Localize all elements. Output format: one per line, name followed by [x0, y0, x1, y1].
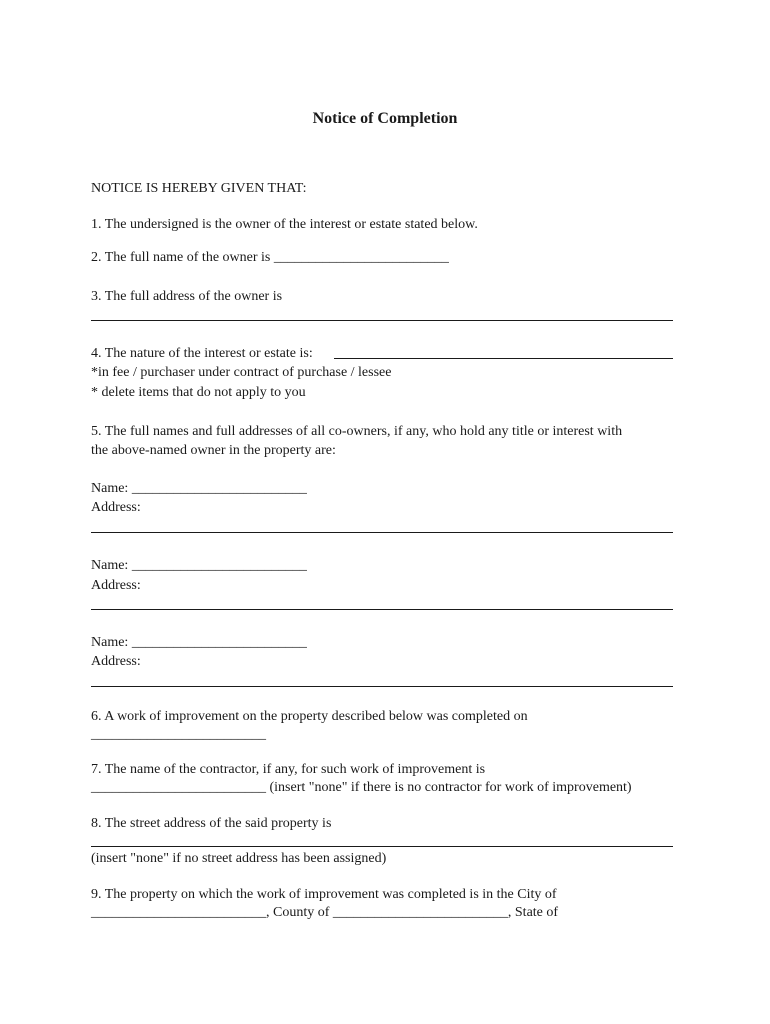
item-2-text: 2. The full name of the owner is _________________________ — [91, 250, 449, 265]
interest-blank-line — [334, 358, 673, 359]
item-9-line-2: _________________________, County of _________________________, State of — [91, 905, 559, 920]
item-4-note-2: * delete items that do not apply to you — [91, 385, 306, 400]
item-5-line-2: the above-named owner in the property are: — [91, 443, 336, 458]
coowner-2-address-line — [91, 609, 673, 610]
item-6-line-1: 6. A work of improvement on the property described below was completed on — [91, 709, 528, 724]
item-7-line-1: 7. The name of the contractor, if any, for such work of improvement is — [91, 762, 486, 777]
coowner-3-address-line — [91, 686, 673, 687]
intro-text: NOTICE IS HEREBY GIVEN THAT: — [91, 181, 307, 196]
item-1-text: 1. The undersigned is the owner of the interest or estate stated below. — [91, 217, 478, 232]
owner-address-blank-line — [91, 320, 673, 321]
item-3-text: 3. The full address of the owner is — [91, 289, 283, 304]
item-8-line-2: (insert "none" if no street address has been assigned) — [91, 851, 387, 866]
item-5-line-1: 5. The full names and full addresses of all co-owners, if any, who hold any title or interest with — [91, 424, 623, 439]
item-4-text: 4. The nature of the interest or estate is: — [91, 346, 313, 361]
coowner-2-name: Name: _________________________ — [91, 558, 307, 573]
coowner-1-address: Address: — [91, 500, 141, 515]
coowner-1-name: Name: _________________________ — [91, 481, 307, 496]
coowner-1-address-line — [91, 532, 673, 533]
item-6-line-2: _________________________ — [91, 727, 266, 742]
coowner-3-name: Name: _________________________ — [91, 635, 307, 650]
street-address-blank-line — [91, 846, 673, 847]
coowner-2-address: Address: — [91, 578, 141, 593]
item-9-line-1: 9. The property on which the work of improvement was completed is in the City of — [91, 887, 557, 902]
page-title: Notice of Completion — [312, 110, 458, 127]
item-7-line-2: _________________________ (insert "none" if there is no contractor for work of improvement) — [91, 780, 632, 795]
item-4-note-1: *in fee / purchaser under contract of purchase / lessee — [91, 365, 392, 380]
coowner-3-address: Address: — [91, 654, 141, 669]
item-8-line-1: 8. The street address of the said property is — [91, 816, 332, 831]
